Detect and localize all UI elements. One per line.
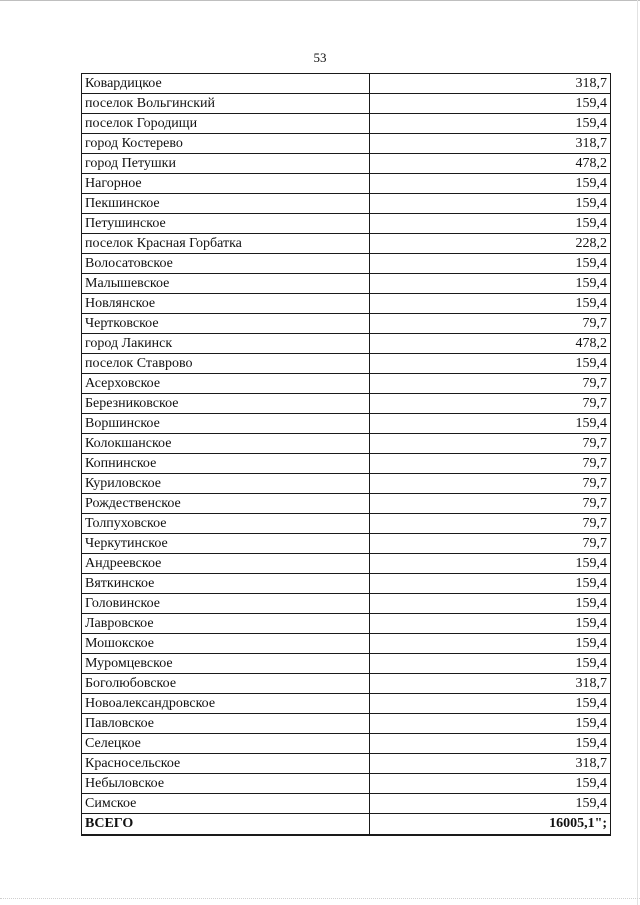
total-row xyxy=(82,814,611,836)
table-row xyxy=(82,194,611,214)
municipality-name-cell: Селецкое xyxy=(82,734,370,754)
table-row xyxy=(82,714,611,734)
municipality-name-cell: Черкутинское xyxy=(82,534,370,554)
total-value: 16005,1"; xyxy=(370,814,611,836)
table-row xyxy=(82,734,611,754)
table-row xyxy=(82,794,611,814)
amount-cell: 318,7 xyxy=(370,754,611,774)
table-row xyxy=(82,474,611,494)
municipality-name-cell: Пекшинское xyxy=(82,194,370,214)
municipality-name-cell: Нагорное xyxy=(82,174,370,194)
municipality-name-cell: Боголюбовское xyxy=(82,674,370,694)
table-row xyxy=(82,74,611,94)
table-row xyxy=(82,574,611,594)
amount-cell: 478,2 xyxy=(370,334,611,354)
amount-cell: 159,4 xyxy=(370,734,611,754)
table-row xyxy=(82,94,611,114)
amount-cell: 159,4 xyxy=(370,594,611,614)
amount-cell: 79,7 xyxy=(370,534,611,554)
table-row xyxy=(82,454,611,474)
amount-cell: 159,4 xyxy=(370,554,611,574)
total-label: ВСЕГО xyxy=(82,814,370,836)
table-row xyxy=(82,174,611,194)
allocation-table-container xyxy=(81,73,611,836)
amount-cell: 159,4 xyxy=(370,94,611,114)
municipality-name-cell: Новлянское xyxy=(82,294,370,314)
table-row xyxy=(82,694,611,714)
amount-cell: 79,7 xyxy=(370,394,611,414)
municipality-name-cell: Березниковское xyxy=(82,394,370,414)
municipality-name-cell: поселок Красная Горбатка xyxy=(82,234,370,254)
amount-cell: 159,4 xyxy=(370,774,611,794)
municipality-name-cell: Новоалександровское xyxy=(82,694,370,714)
municipality-name-cell: Малышевское xyxy=(82,274,370,294)
municipality-name-cell: Мошокское xyxy=(82,634,370,654)
amount-cell: 79,7 xyxy=(370,374,611,394)
page-right-edge xyxy=(637,0,638,905)
amount-cell: 478,2 xyxy=(370,154,611,174)
table-row xyxy=(82,674,611,694)
municipality-name-cell: Павловское xyxy=(82,714,370,734)
municipality-name-cell: Рождественское xyxy=(82,494,370,514)
amount-cell: 79,7 xyxy=(370,434,611,454)
amount-cell: 159,4 xyxy=(370,614,611,634)
municipality-name-cell: Асерховское xyxy=(82,374,370,394)
table-row xyxy=(82,114,611,134)
amount-cell: 159,4 xyxy=(370,354,611,374)
municipality-name-cell: Копнинское xyxy=(82,454,370,474)
municipality-name-cell: Головинское xyxy=(82,594,370,614)
municipality-name-cell: Волосатовское xyxy=(82,254,370,274)
table-row xyxy=(82,314,611,334)
table-row xyxy=(82,294,611,314)
table-row xyxy=(82,154,611,174)
amount-cell: 159,4 xyxy=(370,274,611,294)
amount-cell: 79,7 xyxy=(370,514,611,534)
amount-cell: 79,7 xyxy=(370,494,611,514)
municipality-name-cell: поселок Городищи xyxy=(82,114,370,134)
page-top-edge xyxy=(0,0,640,1)
amount-cell: 159,4 xyxy=(370,294,611,314)
amount-cell: 79,7 xyxy=(370,454,611,474)
amount-cell: 159,4 xyxy=(370,194,611,214)
table-row xyxy=(82,494,611,514)
page-number: 53 xyxy=(313,50,327,65)
table-row xyxy=(82,414,611,434)
amount-cell: 318,7 xyxy=(370,674,611,694)
amount-cell: 159,4 xyxy=(370,694,611,714)
municipality-name-cell: поселок Ставрово xyxy=(82,354,370,374)
amount-cell: 159,4 xyxy=(370,214,611,234)
municipality-name-cell: город Лакинск xyxy=(82,334,370,354)
municipality-name-cell: город Петушки xyxy=(82,154,370,174)
amount-cell: 159,4 xyxy=(370,794,611,814)
amount-cell: 159,4 xyxy=(370,634,611,654)
municipality-name-cell: Симское xyxy=(82,794,370,814)
table-row xyxy=(82,614,611,634)
amount-cell: 318,7 xyxy=(370,134,611,154)
table-row xyxy=(82,434,611,454)
amount-cell: 159,4 xyxy=(370,654,611,674)
table-row xyxy=(82,774,611,794)
table-row xyxy=(82,274,611,294)
table-row xyxy=(82,514,611,534)
municipality-name-cell: Воршинское xyxy=(82,414,370,434)
municipality-name-cell: Куриловское xyxy=(82,474,370,494)
municipality-name-cell: Колокшанское xyxy=(82,434,370,454)
municipality-name-cell: город Костерево xyxy=(82,134,370,154)
page-bottom-edge xyxy=(0,898,640,900)
table-row xyxy=(82,374,611,394)
municipality-name-cell: Красносельское xyxy=(82,754,370,774)
allocation-table xyxy=(81,73,611,836)
amount-cell: 318,7 xyxy=(370,74,611,94)
municipality-name-cell: Андреевское xyxy=(82,554,370,574)
table-row xyxy=(82,394,611,414)
table-row xyxy=(82,534,611,554)
amount-cell: 228,2 xyxy=(370,234,611,254)
table-row xyxy=(82,354,611,374)
municipality-name-cell: Лавровское xyxy=(82,614,370,634)
amount-cell: 159,4 xyxy=(370,254,611,274)
table-row xyxy=(82,234,611,254)
table-row xyxy=(82,654,611,674)
municipality-name-cell: Небыловское xyxy=(82,774,370,794)
table-row xyxy=(82,254,611,274)
municipality-name-cell: Ковардицкое xyxy=(82,74,370,94)
amount-cell: 79,7 xyxy=(370,314,611,334)
table-row xyxy=(82,554,611,574)
allocation-table-body xyxy=(82,74,611,814)
table-row xyxy=(82,754,611,774)
table-row xyxy=(82,334,611,354)
table-row xyxy=(82,594,611,614)
municipality-name-cell: Петушинское xyxy=(82,214,370,234)
amount-cell: 159,4 xyxy=(370,574,611,594)
amount-cell: 159,4 xyxy=(370,114,611,134)
municipality-name-cell: Вяткинское xyxy=(82,574,370,594)
amount-cell: 159,4 xyxy=(370,414,611,434)
table-row xyxy=(82,134,611,154)
amount-cell: 79,7 xyxy=(370,474,611,494)
municipality-name-cell: Чертковское xyxy=(82,314,370,334)
municipality-name-cell: поселок Вольгинский xyxy=(82,94,370,114)
municipality-name-cell: Муромцевское xyxy=(82,654,370,674)
amount-cell: 159,4 xyxy=(370,174,611,194)
amount-cell: 159,4 xyxy=(370,714,611,734)
municipality-name-cell: Толпуховское xyxy=(82,514,370,534)
table-row xyxy=(82,214,611,234)
table-row xyxy=(82,634,611,654)
